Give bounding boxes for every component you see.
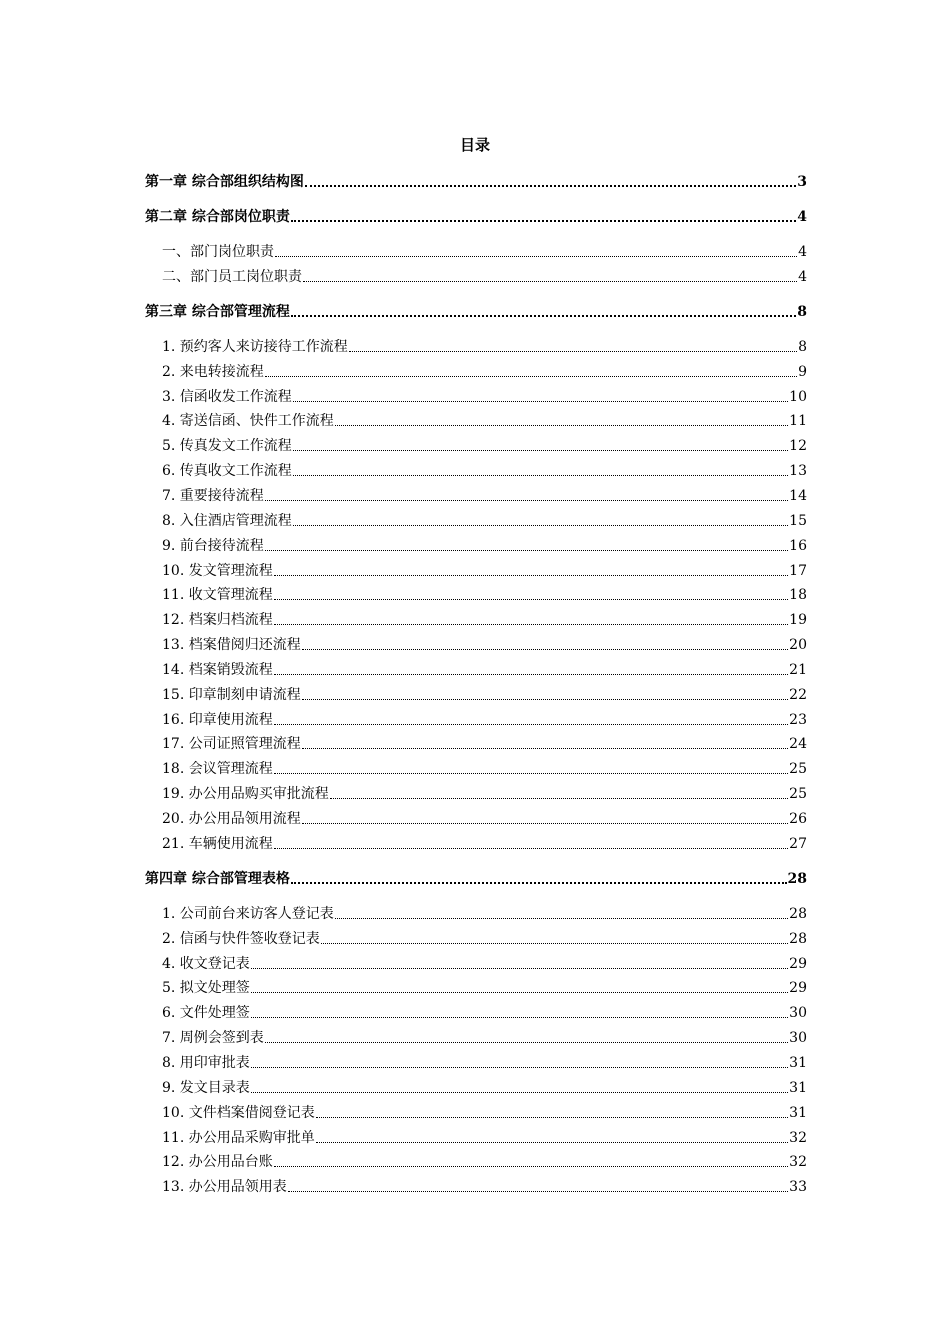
dot-leader (293, 475, 788, 476)
dot-leader (274, 848, 788, 849)
dot-leader (303, 281, 797, 282)
toc-page-number: 28 (789, 905, 807, 922)
dot-leader (330, 798, 788, 799)
toc-page-number: 17 (789, 562, 807, 579)
toc-page-number: 31 (789, 1104, 807, 1121)
dot-leader (291, 882, 787, 884)
toc-entry-label: 1. 公司前台来访客人登记表 (162, 905, 334, 922)
toc-section-entry[interactable] (162, 561, 807, 581)
dot-leader (293, 401, 788, 402)
toc-entry-label: 2. 信函与快件签收登记表 (162, 930, 320, 947)
toc-entry-label: 18. 会议管理流程 (162, 761, 273, 778)
toc-page-number: 29 (789, 955, 807, 972)
dot-leader (265, 376, 797, 377)
toc-entry-label: 19. 办公用品购买审批流程 (162, 786, 329, 803)
toc-section-entry[interactable] (162, 978, 807, 998)
toc-section-entry[interactable] (162, 242, 807, 262)
toc-page-number: 30 (789, 1030, 807, 1047)
toc-section-entry[interactable] (162, 660, 807, 680)
toc-chapter-entry[interactable] (145, 869, 807, 889)
toc-entry-label: 13. 档案借阅归还流程 (162, 637, 301, 654)
toc-title: 目录 (459, 136, 490, 154)
toc-section-entry[interactable] (162, 536, 807, 556)
toc-page-number: 9 (798, 363, 807, 380)
toc-page-number: 21 (789, 661, 807, 678)
toc-entry-label: 21. 车辆使用流程 (162, 835, 273, 852)
toc-section-entry[interactable] (162, 734, 807, 754)
toc-page-number: 3 (797, 174, 807, 190)
toc-page-number: 13 (789, 463, 807, 480)
dot-leader (265, 500, 788, 501)
dot-leader (302, 699, 788, 700)
dot-leader (302, 748, 788, 749)
toc-section-entry[interactable] (162, 929, 807, 949)
toc-entry-label: 3. 信函收发工作流程 (162, 388, 292, 405)
dot-leader (274, 724, 788, 725)
dot-leader (305, 185, 796, 187)
toc-chapter-entry[interactable] (145, 172, 807, 192)
toc-section-entry[interactable] (162, 436, 807, 456)
toc-section-entry[interactable] (162, 511, 807, 531)
toc-section-entry[interactable] (162, 1128, 807, 1148)
toc-page-number: 18 (789, 587, 807, 604)
toc-page-number: 16 (789, 537, 807, 554)
dot-leader (302, 823, 788, 824)
toc-section-entry[interactable] (162, 1003, 807, 1023)
toc-section-entry[interactable] (162, 387, 807, 407)
toc-page-number: 15 (789, 512, 807, 529)
toc-entry-label: 16. 印章使用流程 (162, 711, 273, 728)
toc-entry-label: 4. 收文登记表 (162, 955, 250, 972)
dot-leader (275, 256, 797, 257)
dot-leader (251, 1067, 788, 1068)
dot-leader (274, 599, 788, 600)
toc-page-number: 28 (787, 870, 807, 887)
toc-section-entry[interactable] (162, 834, 807, 854)
toc-section-entry[interactable] (162, 1177, 807, 1197)
dot-leader (288, 1191, 788, 1192)
toc-entry-label: 5. 拟文处理签 (162, 980, 250, 997)
dot-leader (274, 575, 788, 576)
dot-leader (302, 649, 788, 650)
toc-page-number: 26 (789, 811, 807, 827)
toc-section-entry[interactable] (162, 267, 807, 287)
toc-section-entry[interactable] (162, 362, 807, 382)
toc-entry-label: 1. 预约客人来访接待工作流程 (162, 338, 348, 355)
toc-entry-label: 2. 来电转接流程 (162, 363, 264, 380)
dot-leader (251, 1092, 788, 1093)
dot-leader (316, 1142, 788, 1143)
toc-section-entry[interactable] (162, 411, 807, 431)
toc-entry-label: 6. 传真收文工作流程 (162, 463, 292, 480)
dot-leader (335, 918, 788, 919)
dot-leader (321, 943, 788, 944)
toc-entry-label: 5. 传真发文工作流程 (162, 438, 292, 455)
toc-entry-label: 9. 前台接待流程 (162, 537, 264, 554)
dot-leader (349, 351, 797, 352)
dot-leader (293, 450, 788, 451)
toc-page-number: 32 (789, 1154, 807, 1171)
toc-page-number: 4 (797, 209, 807, 225)
dot-leader (251, 968, 788, 969)
toc-entry-label: 第四章 综合部管理表格 (145, 870, 290, 887)
dot-leader (265, 550, 788, 551)
toc-entry-label: 第二章 综合部岗位职责 (145, 209, 290, 225)
toc-section-entry[interactable] (162, 635, 807, 655)
toc-section-entry[interactable] (162, 585, 807, 605)
toc-page-number: 19 (789, 612, 807, 629)
toc-entry-label: 10. 发文管理流程 (162, 562, 273, 579)
toc-entry-label: 15. 印章制刻申请流程 (162, 686, 301, 703)
dot-leader (291, 220, 796, 222)
toc-entry-label: 17. 公司证照管理流程 (162, 736, 301, 753)
toc-section-entry[interactable] (162, 610, 807, 630)
toc-entry-label: 第三章 综合部管理流程 (145, 303, 290, 320)
toc-section-entry[interactable] (162, 486, 807, 506)
toc-entry-label: 11. 办公用品采购审批单 (162, 1129, 315, 1146)
toc-entry-label: 12. 档案归档流程 (162, 612, 273, 629)
toc-section-entry[interactable] (162, 461, 807, 481)
toc-page-number: 32 (789, 1129, 807, 1146)
toc-section-entry[interactable] (162, 759, 807, 779)
toc-page-number: 25 (789, 786, 807, 803)
dot-leader (251, 1017, 788, 1018)
toc-page-number: 31 (789, 1054, 807, 1071)
toc-page-number: 4 (798, 268, 807, 285)
dot-leader (274, 624, 788, 625)
toc-chapter-entry[interactable] (145, 302, 807, 322)
toc-page-number: 23 (789, 711, 807, 728)
dot-leader (251, 992, 788, 993)
toc-section-entry[interactable] (162, 1053, 807, 1073)
dot-leader (274, 1166, 788, 1167)
toc-chapter-entry[interactable] (145, 207, 807, 227)
toc-entry-label: 9. 发文目录表 (162, 1079, 250, 1096)
toc-page-number: 12 (789, 438, 807, 455)
toc-entry-label: 10. 文件档案借阅登记表 (162, 1104, 315, 1121)
dot-leader (265, 1042, 788, 1043)
toc-page-number: 30 (789, 1005, 807, 1022)
toc-page-number: 29 (789, 980, 807, 997)
toc-page-number: 33 (789, 1179, 807, 1196)
toc-section-entry[interactable] (162, 954, 807, 974)
toc-page-number: 20 (789, 637, 807, 654)
toc-section-entry[interactable] (162, 1028, 807, 1048)
toc-page-number: 14 (789, 487, 807, 504)
toc-page-number: 10 (789, 388, 807, 405)
toc-section-entry[interactable] (162, 809, 807, 829)
toc-section-entry[interactable] (162, 784, 807, 804)
toc-entry-label: 二、部门员工岗位职责 (162, 268, 302, 285)
toc-entry-label: 14. 档案销毁流程 (162, 661, 273, 678)
toc-page-number: 31 (789, 1079, 807, 1096)
toc-page-number: 11 (789, 413, 807, 430)
toc-page-number: 8 (797, 303, 807, 320)
toc-page-number: 4 (798, 244, 807, 260)
toc-section-entry[interactable] (162, 1152, 807, 1172)
toc-entry-label: 一、部门岗位职责 (162, 244, 274, 260)
toc-page-number: 22 (789, 686, 807, 703)
toc-section-entry[interactable] (162, 337, 807, 357)
dot-leader (274, 773, 788, 774)
toc-entry-label: 20. 办公用品领用流程 (162, 811, 301, 827)
toc-page-number: 25 (789, 761, 807, 778)
toc-entry-label: 8. 用印审批表 (162, 1054, 250, 1071)
toc-section-entry[interactable] (162, 904, 807, 924)
dot-leader (274, 674, 788, 675)
dot-leader (291, 315, 796, 317)
dot-leader (335, 425, 788, 426)
toc-page-number: 28 (789, 930, 807, 947)
toc-entry-label: 11. 收文管理流程 (162, 587, 273, 604)
toc-entry-label: 4. 寄送信函、快件工作流程 (162, 413, 334, 430)
toc-section-entry[interactable] (162, 1103, 807, 1123)
toc-entry-label: 8. 入住酒店管理流程 (162, 512, 292, 529)
toc-page-number: 24 (789, 736, 807, 753)
toc-entry-label: 6. 文件处理签 (162, 1005, 250, 1022)
toc-entry-label: 7. 重要接待流程 (162, 487, 264, 504)
toc-page-number: 27 (789, 835, 807, 852)
toc-page-number: 8 (798, 338, 807, 355)
dot-leader (316, 1117, 788, 1118)
toc-section-entry[interactable] (162, 1078, 807, 1098)
toc-section-entry[interactable] (162, 710, 807, 730)
toc-section-entry[interactable] (162, 685, 807, 705)
toc-entry-label: 第一章 综合部组织结构图 (145, 174, 304, 190)
toc-entry-label: 12. 办公用品台账 (162, 1154, 273, 1171)
toc-entry-label: 7. 周例会签到表 (162, 1030, 264, 1047)
dot-leader (293, 525, 788, 526)
toc-entry-label: 13. 办公用品领用表 (162, 1179, 287, 1196)
